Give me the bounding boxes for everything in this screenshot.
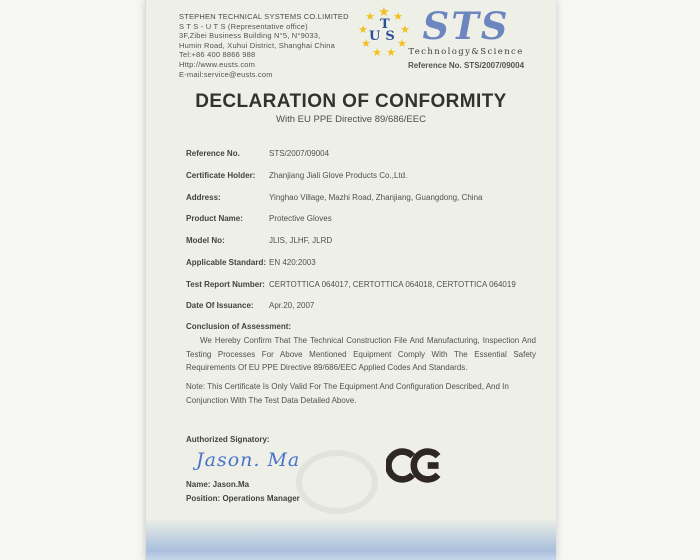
signatory-name: Name: Jason.Ma bbox=[186, 480, 250, 489]
field-label: Product Name: bbox=[186, 214, 243, 224]
eu-star-icon: ★ bbox=[386, 47, 396, 59]
sts-logo-block bbox=[390, 6, 542, 70]
tus-logo-letter-t: T bbox=[380, 17, 390, 32]
company-website: Http://www.eusts.com bbox=[179, 59, 256, 69]
eu-star-icon: ★ bbox=[400, 24, 410, 36]
conclusion-heading: Conclusion of Assessment: bbox=[186, 322, 292, 331]
field-label: Applicable Standard: bbox=[186, 257, 267, 267]
field-label: Reference No. bbox=[186, 149, 240, 158]
header-reference-number: Reference No. STS/2007/09004 bbox=[407, 61, 525, 70]
field-value: Protective Gloves bbox=[269, 214, 332, 224]
field-label: Address: bbox=[186, 192, 221, 202]
faint-stamp-ghost bbox=[296, 450, 378, 514]
company-phone: Tel:+86 400 8866 988 bbox=[179, 50, 256, 60]
signatory-position: Position: Operations Manager bbox=[186, 494, 300, 503]
field-label: Test Report Number: bbox=[186, 279, 265, 289]
document-title: DECLARATION OF CONFORMITY bbox=[195, 91, 507, 112]
company-address-block bbox=[179, 12, 357, 79]
eu-star-icon: ★ bbox=[361, 38, 371, 50]
eu-star-icon: ★ bbox=[358, 24, 368, 36]
eu-star-icon: ★ bbox=[397, 38, 407, 50]
handwritten-signature: Jason. Ma bbox=[196, 449, 301, 471]
field-label: Date Of Issuance: bbox=[186, 301, 254, 311]
field-row-address bbox=[186, 192, 538, 205]
field-value: CERTOTTICA 064017, CERTOTTICA 064018, CERTOTTICA 064019 bbox=[269, 279, 516, 289]
field-value: EN 420:2003 bbox=[269, 257, 316, 267]
company-email: E-mail:service@eusts.com bbox=[179, 69, 273, 79]
field-label: Certificate Holder: bbox=[186, 170, 256, 180]
conclusion-body: We Hereby Confirm That The Technical Construction File And Manufacturing, Inspection And Testing Processes For Above Mentioned Equipment Comply With The Essential Safety Requirements Of EU PPE Directive 89/686/EEC Applied Codes And Standards. bbox=[186, 336, 536, 372]
field-value: JLIS, JLHF, JLRD bbox=[269, 236, 333, 246]
document-subtitle: With EU PPE Directive 89/686/EEC bbox=[276, 114, 426, 125]
field-label: Model No: bbox=[186, 236, 225, 246]
certificate-fields bbox=[186, 148, 538, 322]
field-row-reference-no bbox=[186, 148, 538, 161]
field-row-product-name bbox=[186, 213, 538, 226]
note-text: Note: This Certificate Is Only Valid For The Equipment And Configuration Described, And In Conjunction With The Test Data Detailed Above. bbox=[186, 382, 509, 405]
eu-star-icon: ★ bbox=[372, 47, 382, 59]
company-line: S T S - U T S (Representative office) bbox=[179, 21, 308, 31]
sts-wordmark: STS bbox=[422, 4, 510, 48]
tus-logo-letters-us: US bbox=[369, 29, 400, 44]
eu-star-icon: ★ bbox=[393, 11, 403, 23]
field-row-date-of-issuance bbox=[186, 300, 538, 313]
field-value: STS/2007/09004 bbox=[269, 149, 330, 158]
company-name: STEPHEN TECHNICAL SYSTEMS CO.LIMITED bbox=[179, 12, 349, 21]
field-row-model-no bbox=[186, 235, 538, 248]
company-line: Humin Road, Xuhui District, Shanghai China bbox=[179, 40, 335, 50]
field-row-certificate-holder bbox=[186, 170, 538, 183]
sts-tagline: Technology&Science bbox=[408, 47, 524, 57]
field-value: Zhanjiang Jiali Glove Products Co.,Ltd. bbox=[269, 170, 408, 180]
authorized-signatory-heading: Authorized Signatory: bbox=[186, 435, 270, 444]
field-value: Yinghao Village, Mazhi Road, Zhanjiang, Guangdong, China bbox=[269, 192, 483, 202]
eu-star-icon: ★ bbox=[378, 4, 390, 19]
certificate-page bbox=[145, 0, 556, 560]
field-value: Apr.20, 2007 bbox=[269, 301, 315, 311]
ce-mark-icon bbox=[386, 446, 444, 485]
eu-star-icon: ★ bbox=[365, 11, 375, 23]
company-line: 3F,Zibei Business Building N°5, N°9033, bbox=[179, 31, 321, 41]
field-row-test-report-number bbox=[186, 279, 538, 292]
field-row-applicable-standard bbox=[186, 257, 538, 270]
